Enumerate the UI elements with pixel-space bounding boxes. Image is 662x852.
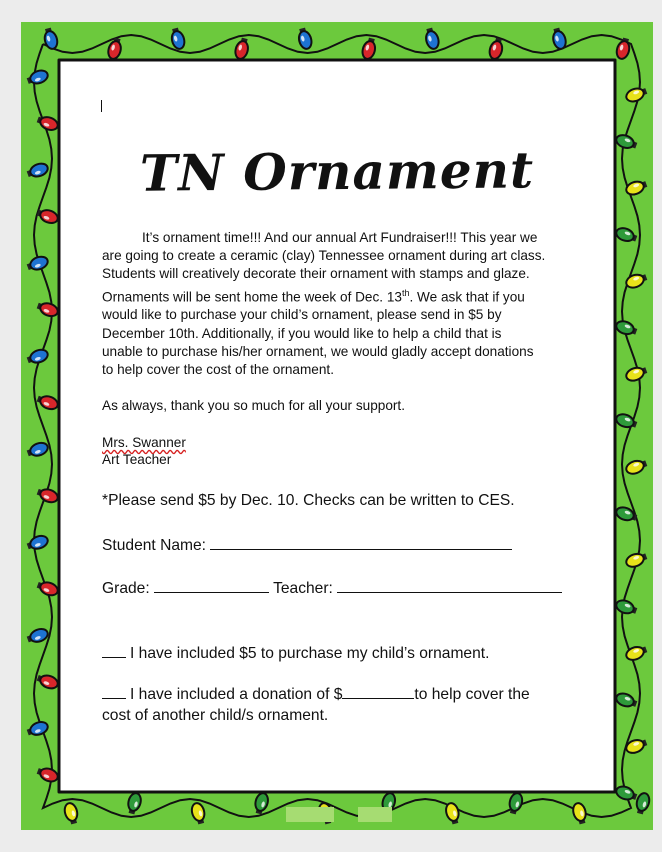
page-title: TN Ornament <box>139 140 535 203</box>
grade-blank[interactable] <box>154 578 269 593</box>
grade-label: Grade: <box>102 580 155 597</box>
grade-teacher-field <box>102 578 562 598</box>
paragraph-text: Ornaments will be sent home the week of Dec. 13 <box>102 289 402 305</box>
teacher-blank[interactable] <box>337 578 562 593</box>
thanks-line: As always, thank you so much for all your support. <box>102 398 405 413</box>
highlight-mark <box>358 807 392 822</box>
text-cursor <box>101 100 102 112</box>
donation-amount-blank[interactable] <box>342 684 414 699</box>
paragraph-text: . We ask that if you <box>409 289 525 305</box>
purchase-check-blank[interactable] <box>102 643 126 658</box>
option-donation-text: to help cover the <box>414 686 530 703</box>
paragraph-line: Students will creatively decorate their ornament with stamps and glaze. <box>102 266 530 282</box>
signature <box>102 434 186 468</box>
paragraph-line <box>102 284 554 307</box>
student-name-field[interactable] <box>102 535 512 555</box>
signature-title: Art Teacher <box>102 452 172 467</box>
option-purchase <box>102 643 489 663</box>
paragraph-line: to help cover the cost of the ornament. <box>102 361 334 377</box>
paragraph-line: unable to purchase his/her ornament, we would gladly accept donations <box>102 343 534 359</box>
paragraph-line: would like to purchase your child’s ornament, please send in $5 by <box>102 307 502 323</box>
intro-paragraph <box>102 229 554 379</box>
paragraph-line: It’s ornament time!!! And our annual Art Fundraiser!!! This year we <box>142 230 538 245</box>
paragraph-line: December 10th. Additionally, if you would like to help a child that is <box>102 325 502 341</box>
option-donation-text: cost of another child/s ornament. <box>102 707 329 724</box>
document-page <box>21 22 653 830</box>
donation-check-blank[interactable] <box>102 684 126 699</box>
option-purchase-text: I have included $5 to purchase my child’s ornament. <box>130 645 490 662</box>
student-name-blank[interactable] <box>210 535 512 550</box>
option-donation <box>102 684 530 726</box>
signature-name-text: Mrs. Swanner <box>102 435 186 450</box>
paragraph-line: are going to create a ceramic (clay) Tennessee ornament during art class. <box>102 248 546 264</box>
option-donation-text: I have included a donation of $ <box>130 686 343 703</box>
student-name-label: Student Name: <box>102 537 211 554</box>
highlight-mark <box>286 807 334 822</box>
payment-note: *Please send $5 by Dec. 10. Checks can be written to CES. <box>102 492 515 509</box>
teacher-label: Teacher: <box>269 580 338 597</box>
ordinal-suffix: th <box>401 287 410 298</box>
signature-name <box>102 434 186 451</box>
